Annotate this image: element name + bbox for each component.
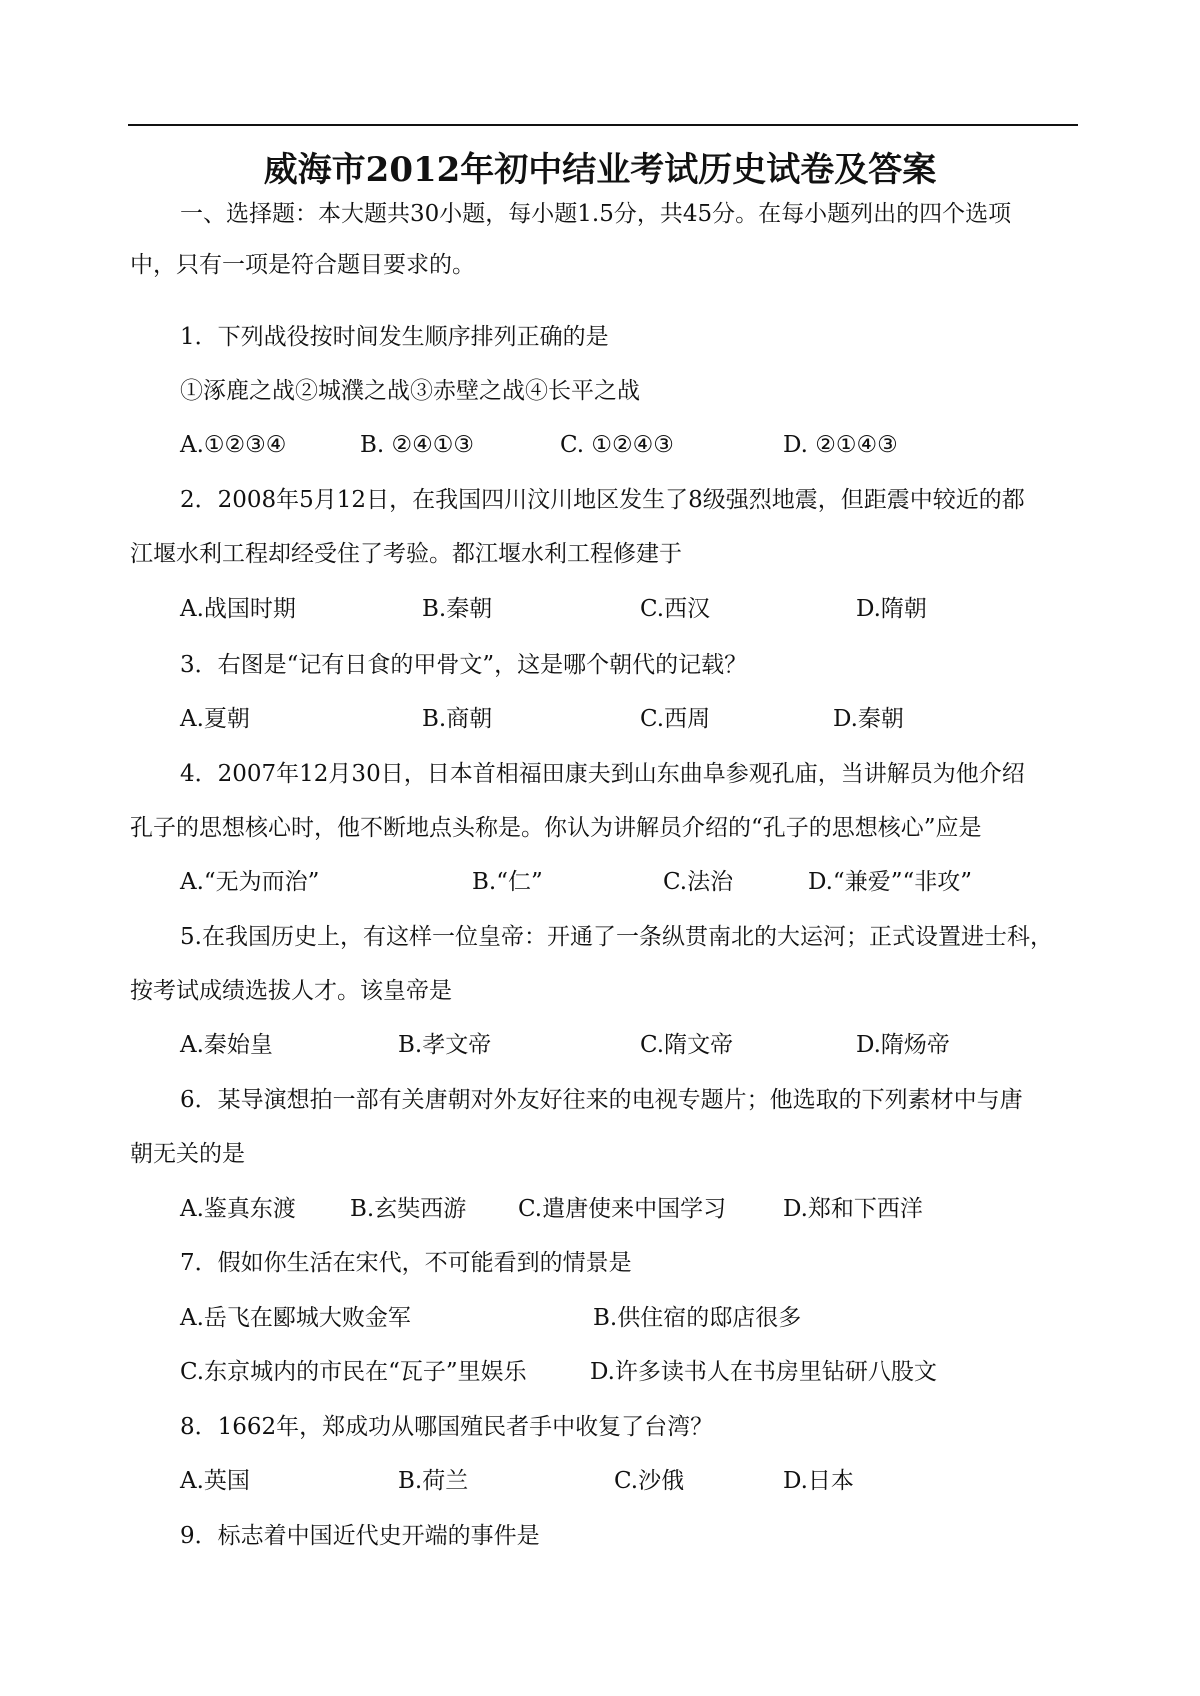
question-8-option-d: D.日本: [783, 1468, 854, 1494]
question-3-option-d: D.秦朝: [833, 706, 904, 732]
question-9-stem: 9．标志着中国近代史开端的事件是: [180, 1523, 540, 1549]
question-7-option-a: A.岳飞在郾城大败金军: [180, 1305, 411, 1331]
question-6-option-a: A.鉴真东渡: [180, 1196, 296, 1222]
question-1-option-d: D. ②①④③: [783, 432, 898, 458]
question-2-option-d: D.隋朝: [856, 596, 927, 622]
question-8-option-a: A.英国: [180, 1468, 250, 1494]
question-5-option-c: C.隋文帝: [640, 1032, 734, 1058]
question-5-option-a: A.秦始皇: [180, 1032, 273, 1058]
question-4-stem-line-1: 4．2007年12月30日，日本首相福田康夫到山东曲阜参观孔庙，当讲解员为他介绍: [180, 761, 1025, 787]
question-7-option-d: D.许多读书人在书房里钻研八股文: [590, 1359, 937, 1385]
question-3-stem: 3．右图是“记有日食的甲骨文”，这是哪个朝代的记载？: [180, 652, 748, 678]
question-6-option-c: C.遣唐使来中国学习: [518, 1196, 727, 1222]
section-instructions-line-1: 一、选择题：本大题共30小题，每小题1.5分，共45分。在每小题列出的四个选项: [180, 201, 1012, 227]
question-2-option-c: C.西汉: [640, 596, 711, 622]
question-5-option-b: B.孝文帝: [398, 1032, 492, 1058]
question-8-option-b: B.荷兰: [398, 1468, 469, 1494]
question-1-option-a: A.①②③④: [180, 432, 287, 458]
question-1-items: ①涿鹿之战②城濮之战③赤壁之战④长平之战: [180, 378, 640, 404]
question-3-option-b: B.商朝: [422, 706, 493, 732]
question-1-stem: 1．下列战役按时间发生顺序排列正确的是: [180, 324, 609, 350]
question-7-stem: 7．假如你生活在宋代，不可能看到的情景是: [180, 1250, 632, 1276]
question-1-option-c: C. ①②④③: [560, 432, 674, 458]
question-2-stem-line-2: 江堰水利工程却经受住了考验。都江堰水利工程修建于: [130, 541, 682, 567]
question-3-option-c: C.西周: [640, 706, 711, 732]
question-4-option-a: A.“无为而治”: [180, 869, 320, 895]
question-3-option-a: A.夏朝: [180, 706, 250, 732]
page-title: 威海市2012年初中结业考试历史试卷及答案: [263, 150, 937, 190]
question-7-option-c: C.东京城内的市民在“瓦子”里娱乐: [180, 1359, 527, 1385]
question-5-stem-line-2: 按考试成绩选拔人才。该皇帝是: [130, 978, 452, 1004]
question-4-option-d: D.“兼爱”“非攻”: [808, 869, 972, 895]
question-4-stem-line-2: 孔子的思想核心时，他不断地点头称是。你认为讲解员介绍的“孔子的思想核心”应是: [130, 815, 982, 841]
question-1-option-b: B. ②④①③: [360, 432, 475, 458]
section-instructions-line-2: 中，只有一项是符合题目要求的。: [130, 252, 475, 278]
header-rule: [128, 124, 1078, 126]
question-6-option-b: B.玄奘西游: [350, 1196, 467, 1222]
question-6-stem-line-2: 朝无关的是: [130, 1141, 245, 1167]
question-8-stem: 8．1662年，郑成功从哪国殖民者手中收复了台湾？: [180, 1414, 714, 1440]
question-6-option-d: D.郑和下西洋: [783, 1196, 923, 1222]
question-4-option-c: C.法治: [663, 869, 734, 895]
question-4-option-b: B.“仁”: [472, 869, 543, 895]
question-2-option-b: B.秦朝: [422, 596, 493, 622]
question-7-option-b: B.供住宿的邸店很多: [593, 1305, 802, 1331]
question-6-stem-line-1: 6．某导演想拍一部有关唐朝对外友好往来的电视专题片；他选取的下列素材中与唐: [180, 1087, 1023, 1113]
question-2-stem-line-1: 2．2008年5月12日，在我国四川汶川地区发生了8级强烈地震，但距震中较近的都: [180, 487, 1025, 513]
question-2-option-a: A.战国时期: [180, 596, 296, 622]
question-8-option-c: C.沙俄: [614, 1468, 685, 1494]
question-5-option-d: D.隋炀帝: [856, 1032, 950, 1058]
question-5-stem-line-1: 5.在我国历史上，有这样一位皇帝：开通了一条纵贯南北的大运河；正式设置进士科，: [180, 924, 1053, 950]
